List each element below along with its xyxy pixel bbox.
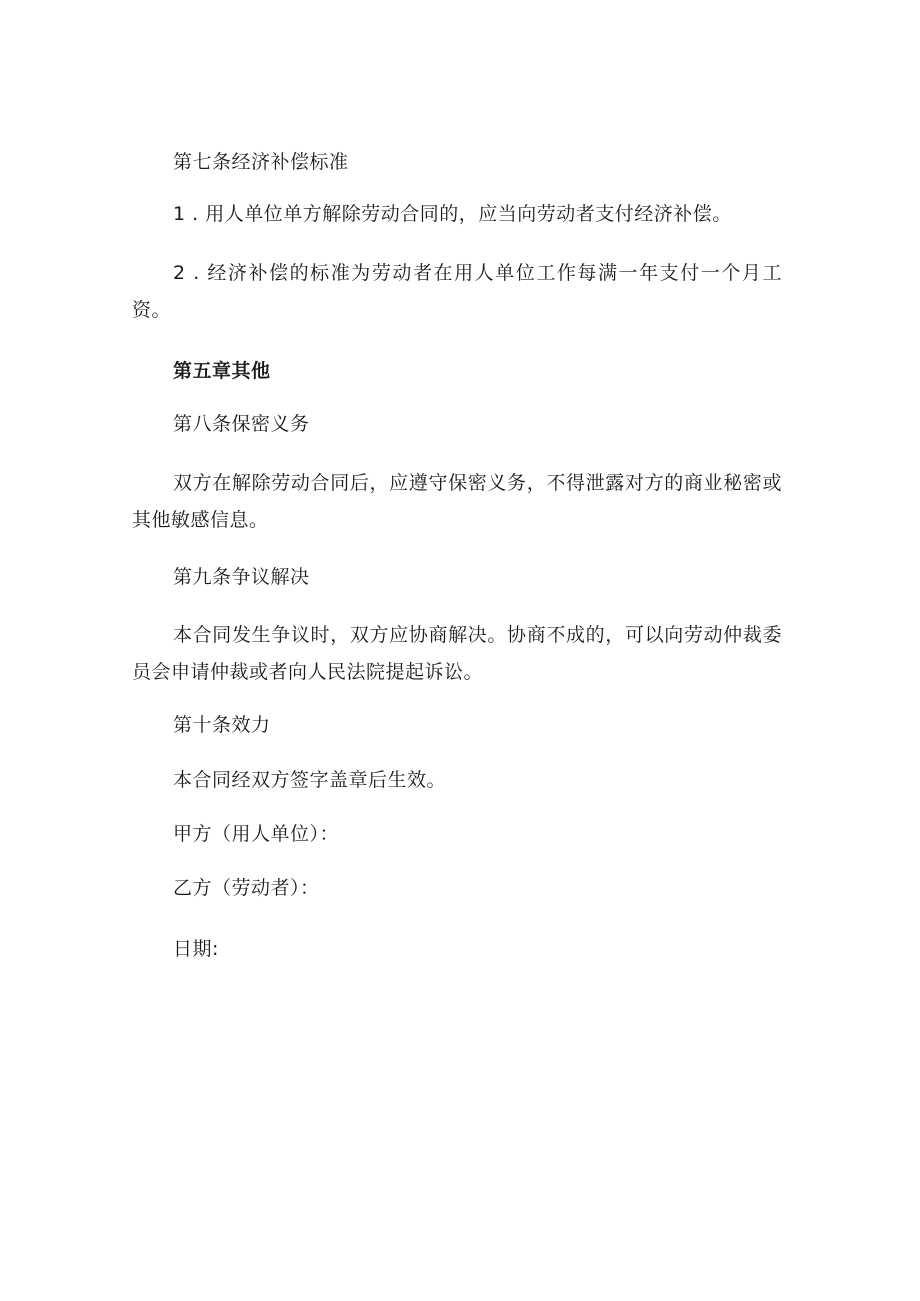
chapter-5-heading: 第五章其他 — [173, 360, 271, 382]
article-9-text: 本合同发生争议时，双方应协商解决。协商不成的，可以向劳动仲裁委员会申请仲裁或者向人民法院提起诉讼。 — [132, 624, 782, 683]
article-7-heading: 第七条经济补偿标准 — [173, 151, 349, 173]
article-9-heading: 第九条争议解决 — [173, 566, 310, 588]
article-7-item-2: 2 . 经济补偿的标准为劳动者在用人单位工作每满一年支付一个月工资。 — [132, 262, 782, 321]
party-a-label: 甲方（用人单位）： — [173, 823, 340, 845]
article-7-item-1: 1 . 用人单位单方解除劳动合同的，应当向劳动者支付经济补偿。 — [173, 203, 732, 225]
article-10-text: 本合同经双方签字盖章后生效。 — [173, 769, 447, 791]
party-b-label: 乙方（劳动者）： — [173, 877, 320, 899]
article-8-heading: 第八条保密义务 — [173, 413, 310, 435]
date-label: 日期: — [173, 938, 219, 960]
article-10-heading: 第十条效力 — [173, 714, 271, 736]
article-8-text: 双方在解除劳动合同后，应遵守保密义务，不得泄露对方的商业秘密或其他敏感信息。 — [132, 472, 782, 531]
